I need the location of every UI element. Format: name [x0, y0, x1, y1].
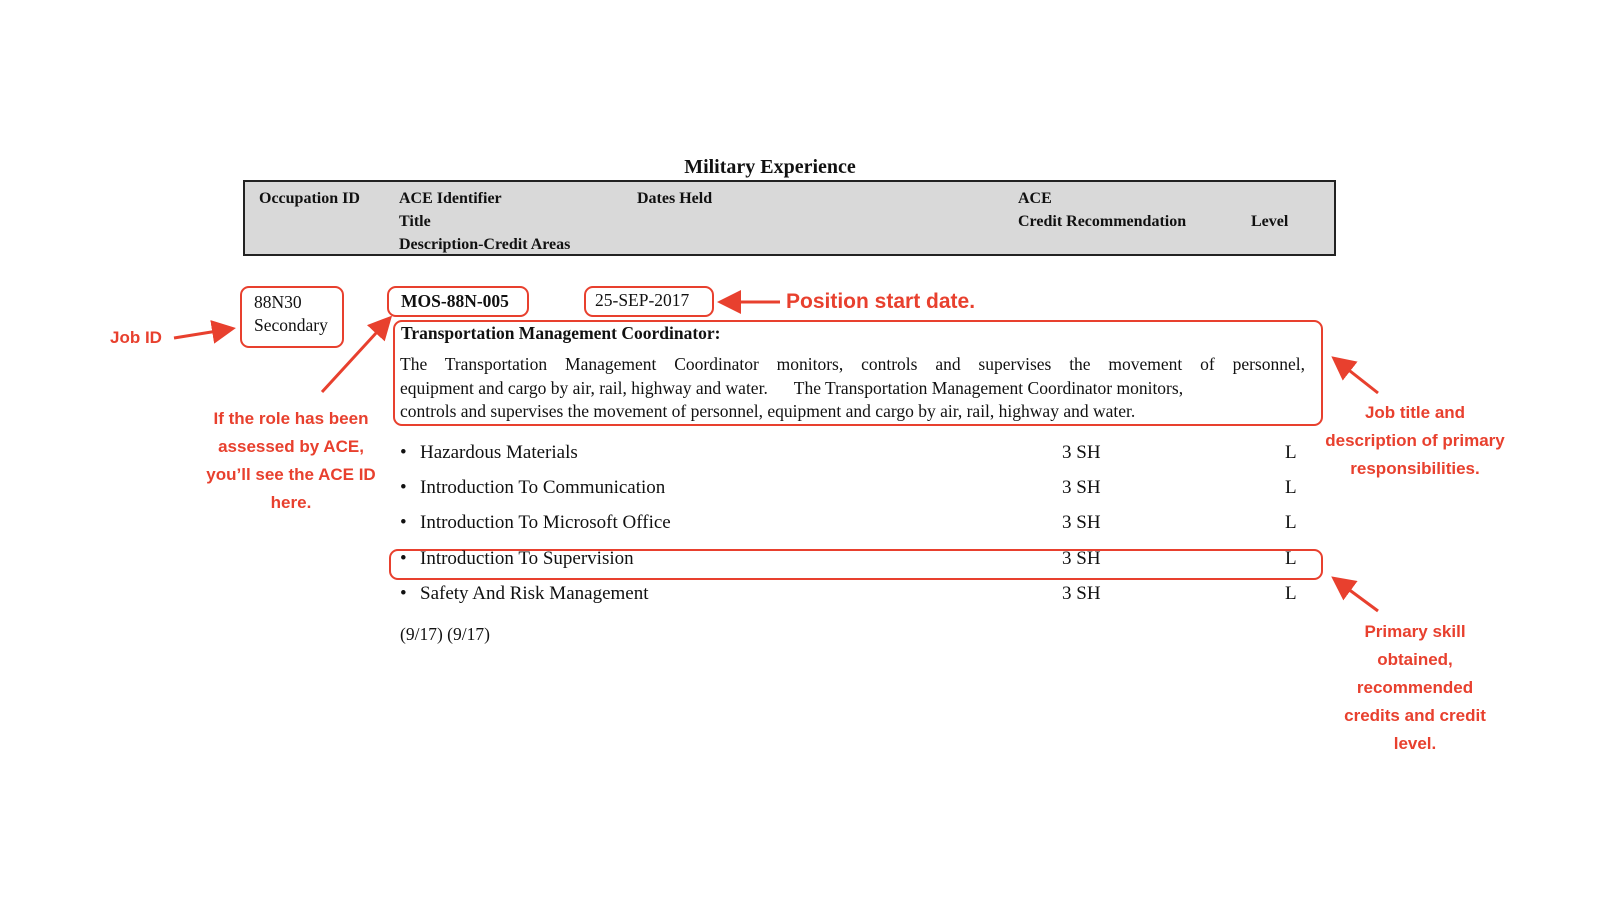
annotation-start-date: Position start date.: [786, 290, 976, 313]
annotation-line: obtained,: [1377, 650, 1453, 669]
arrow-job-id: [174, 329, 230, 338]
description-line: controls and supervises the movement of personnel, equipment and cargo by air, rail, highway and water.: [400, 401, 1136, 421]
annotation-line: credits and credit: [1344, 706, 1486, 725]
arrow-skill: [1336, 580, 1378, 611]
header-title: Title: [399, 213, 431, 230]
annotation-line: here.: [270, 493, 312, 512]
skill-level: L: [1285, 512, 1297, 533]
header-ace-identifier: ACE Identifier: [399, 190, 502, 207]
header-credit-recommendation: Credit Recommendation: [1018, 213, 1187, 230]
start-date: 25-SEP-2017: [595, 290, 690, 310]
skill-credit: 3 SH: [1062, 477, 1101, 498]
annotation-line: responsibilities.: [1350, 459, 1480, 478]
skill-level: L: [1285, 548, 1297, 569]
annotation-line: description of primary: [1325, 431, 1505, 450]
skill-credit: 3 SH: [1062, 548, 1101, 569]
skill-credit: 3 SH: [1062, 512, 1101, 533]
annotation-line: you’ll see the ACE ID: [206, 465, 376, 484]
ace-id: MOS-88N-005: [401, 291, 509, 311]
annotation-job-id: Job ID: [110, 328, 162, 347]
arrow-ace-id: [322, 320, 388, 392]
skill-name: Safety And Risk Management: [420, 583, 649, 604]
header-ace: ACE: [1018, 190, 1052, 207]
bullet: •: [400, 583, 407, 604]
skill-level: L: [1285, 442, 1297, 463]
skill-name: Introduction To Supervision: [420, 548, 634, 569]
footnote: (9/17) (9/17): [400, 624, 490, 644]
skill-level: L: [1285, 583, 1297, 604]
section-title: Military Experience: [684, 156, 856, 178]
annotation-line: assessed by ACE,: [218, 437, 364, 456]
annotation-line: If the role has been: [213, 409, 369, 428]
arrow-job-title: [1336, 360, 1378, 393]
bullet: •: [400, 512, 407, 533]
description-line: equipment and cargo by air, rail, highway and water. The Transportation Management Coordinator monitors,: [400, 377, 1184, 398]
header-dates-held: Dates Held: [637, 190, 713, 207]
annotation-line: Job title and: [1364, 403, 1466, 422]
header-level: Level: [1251, 213, 1289, 230]
occupation-code: 88N30: [254, 292, 302, 312]
job-title: Transportation Management Coordinator:: [401, 323, 721, 343]
bullet: •: [400, 477, 407, 498]
skill-name: Hazardous Materials: [420, 442, 578, 463]
occupation-type: Secondary: [254, 315, 328, 335]
bullet: •: [400, 442, 407, 463]
annotation-line: level.: [1393, 734, 1437, 753]
bullet: •: [400, 548, 407, 569]
annotation-line: recommended: [1356, 678, 1474, 697]
skill-credit: 3 SH: [1062, 583, 1101, 604]
header-description-credit-areas: Description-Credit Areas: [399, 236, 571, 253]
header-occupation-id: Occupation ID: [259, 190, 360, 207]
annotation-line: Primary skill: [1364, 622, 1466, 641]
skill-name: Introduction To Microsoft Office: [420, 512, 671, 533]
skill-level: L: [1285, 477, 1297, 498]
skill-credit: 3 SH: [1062, 442, 1101, 463]
description-line: The Transportation Management Coordinator monitors, controls and supervises the movement of personnel,: [400, 354, 1305, 374]
skill-name: Introduction To Communication: [420, 477, 666, 498]
